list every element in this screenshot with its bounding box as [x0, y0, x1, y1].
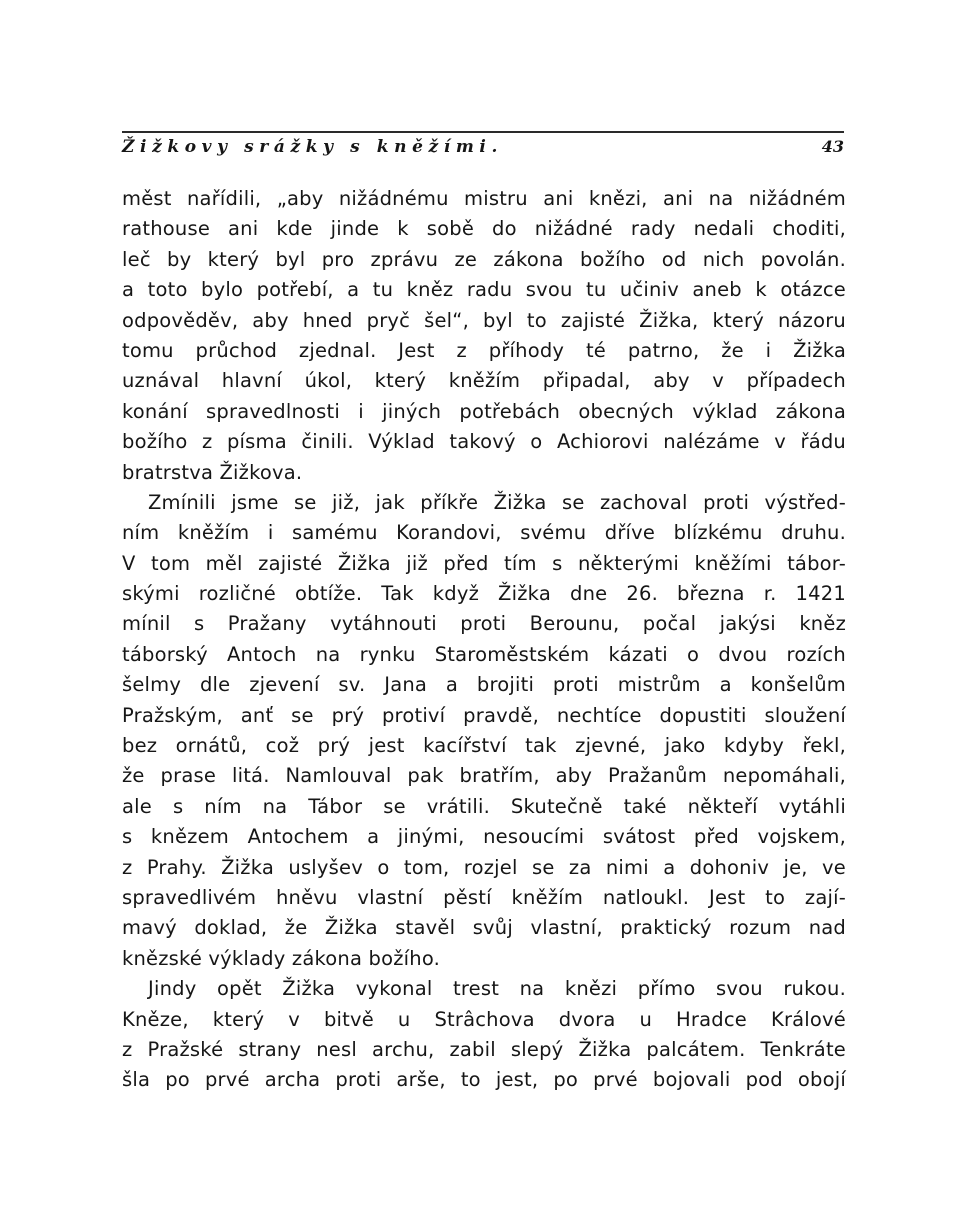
text-line: s knězem Antochem a jinými, nesoucími svátost před vojskem, — [122, 825, 846, 849]
running-head-title: Žižkovy srážky s kněžími. — [122, 137, 504, 157]
text-line: konání spravedlnosti i jiných potřebách obecných výklad zákona — [122, 399, 846, 423]
text-line: ním kněžím i samému Korandovi, svému dříve blízkému druhu. — [122, 521, 846, 545]
text-line: a toto bylo potřebí, a tu kněz radu svou tu učiniv aneb k otázce — [122, 278, 846, 302]
text-line: že prase litá. Namlouval pak bratřím, aby Pražanům nepomáhali, — [122, 764, 846, 788]
text-line: Zmínili jsme se již, jak příkře Žižka se zachoval proti výstřed- — [148, 490, 846, 514]
body-text — [122, 184, 846, 1096]
text-line: šelmy dle zjevení sv. Jana a brojiti proti mistrům a konšelům — [122, 673, 846, 697]
text-line: Pražským, anť se prý protiví pravdě, nechtíce dopustiti sloužení — [122, 703, 846, 727]
text-line: mavý doklad, že Žižka stavěl svůj vlastní, praktický rozum nad — [122, 916, 846, 940]
text-line: z Pražské strany nesl archu, zabil slepý Žižka palcátem. Tenkráte — [122, 1037, 846, 1061]
text-line: uznával hlavní úkol, který kněžím připadal, aby v případech — [122, 369, 846, 393]
text-line: bratrstva Žižkova. — [122, 460, 303, 484]
text-line: tomu průchod zjednal. Jest z příhody té patrno, že i Žižka — [122, 338, 846, 362]
text-line: rathouse ani kde jinde k sobě do nižádné rady nedali choditi, — [122, 217, 846, 241]
header-rule — [122, 131, 844, 133]
text-line: ale s ním na Tábor se vrátili. Skutečně také někteří vytáhli — [122, 794, 846, 818]
text-line: Kněze, který v bitvě u Strâchova dvora u Hradce Králové — [122, 1007, 846, 1031]
page-number: 43 — [821, 137, 844, 156]
text-line: knězské výklady zákona božího. — [122, 946, 441, 970]
text-line: leč by který byl pro zprávu ze zákona božího od nich povolán. — [122, 247, 846, 271]
text-line: měst nařídili, „aby nižádnému mistru ani knězi, ani na nižádném — [122, 187, 846, 210]
text-line: spravedlivém hněvu vlastní pěstí kněžím natloukl. Jest to zají- — [122, 885, 846, 909]
text-line: božího z písma činili. Výklad takový o Achiorovi nalézáme v řádu — [122, 430, 846, 454]
text-line: bez ornátů, což prý jest kacířství tak zjevné, jako kdyby řekl, — [122, 734, 846, 758]
text-line: táborský Antoch na rynku Staroměstském kázati o dvou rozích — [122, 642, 846, 666]
text-line: z Prahy. Žižka uslyšev o tom, rozjel se za nimi a dohoniv je, ve — [122, 855, 846, 879]
text-line: skými rozličné obtíže. Tak když Žižka dne 26. března r. 1421 — [122, 582, 846, 606]
text-line: V tom měl zajisté Žižka již před tím s některými kněžími tábor- — [122, 551, 846, 575]
text-line: šla po prvé archa proti arše, to jest, po prvé bojovali pod obojí — [122, 1068, 846, 1092]
text-line: odpověděv, aby hned pryč šel“, byl to zajisté Žižka, který názoru — [122, 308, 846, 332]
text-line: mínil s Pražany vytáhnouti proti Berounu, počal jakýsi kněz — [122, 612, 846, 636]
running-head — [122, 131, 844, 161]
text-line: Jindy opět Žižka vykonal trest na knězi přímo svou rukou. — [148, 977, 846, 1001]
